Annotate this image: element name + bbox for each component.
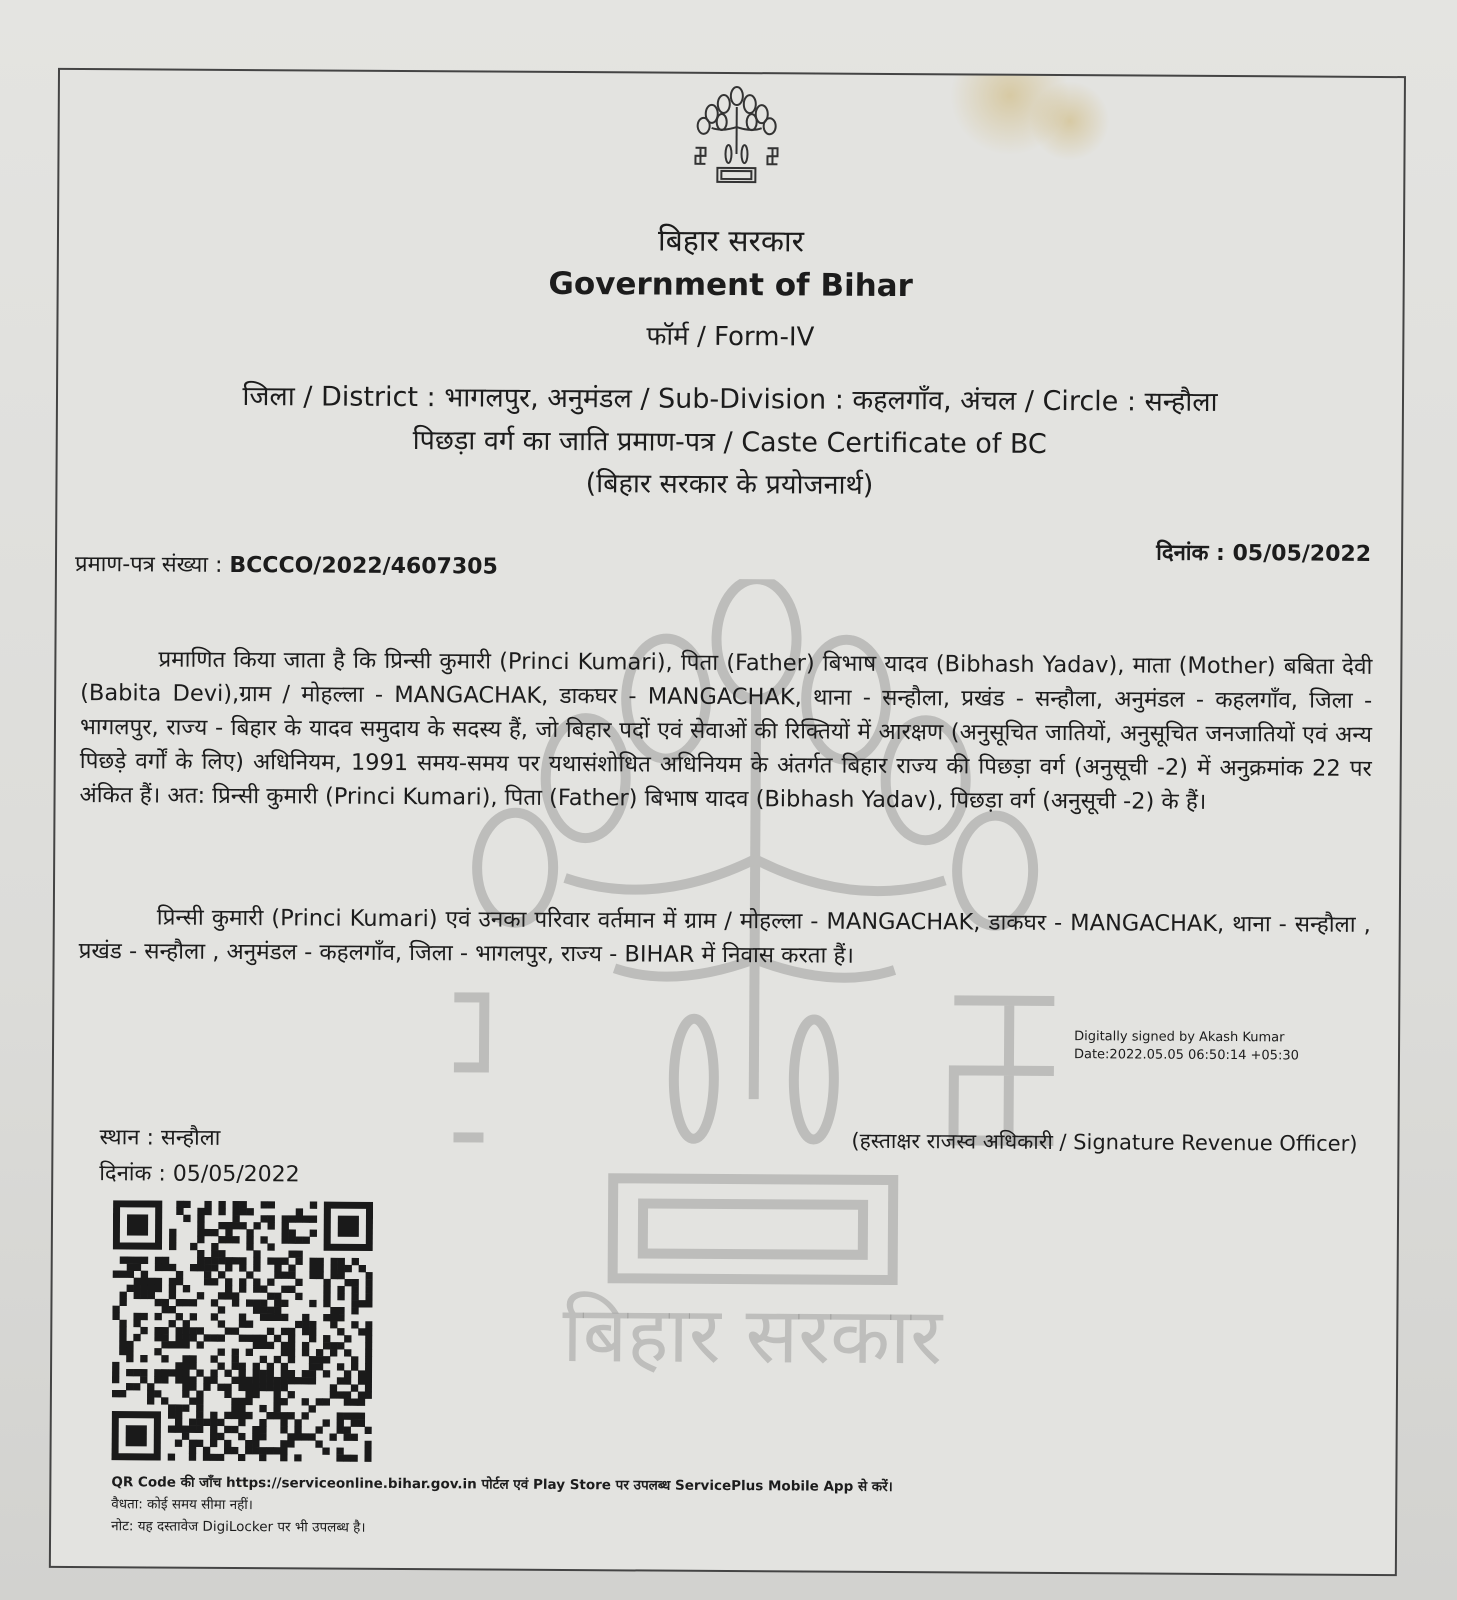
certificate-number xyxy=(75,548,498,581)
certificate-number-value: BCCCO/2022/4607305 xyxy=(229,552,498,580)
location-line: जिला / District : भागलपुर, अनुमंडल / Sub-Division : कहलगाँव, अंचल / Circle : सन्हौला xyxy=(242,381,1218,418)
digital-signature-date: Date:2022.05.05 06:50:14 +05:30 xyxy=(1073,1047,1299,1064)
digital-signature-name: Digitally signed by Akash Kumar xyxy=(1074,1029,1285,1046)
certification-paragraph: प्रमाणित किया जाता है कि प्रिन्सी कुमारी (Princi Kumari), पिता (Father) बिभाष यादव (Bibhash Yadav), माता (Mother) बबिता देवी (Babita Devi),ग्राम / मोहल्ला - MANGACHAK, डाकघर - MANGACHAK, थाना - सन्हौला, प्रखंड - सन्हौला, अनुमंडल - कहलगाँव, जिला - भागलपुर, राज्य - बिहार के यादव समुदाय के सदस्य हैं, जो बिहार पदों एवं सेवाओं की रिक्तियों में आरक्षण (अनुसूचित जातियों, अनुसूचित जनजातियों एवं अन्य पिछड़े वर्गों के लिए) अधिनियम, 1991 समय-समय पर यथासंशोधित अधिनियम के अंतर्गत बिहार राज्य की पिछड़ा वर्ग (अनुसूची -2) में अनुक्रमांक 22 पर अंकित हैं। अत: प्रिन्सी कुमारी (Princi Kumari), पिता (Father) बिभाष यादव (Bibhash Yadav), पिछड़ा वर्ग (अनुसूची -2) के हैं। xyxy=(79,646,1373,815)
place-date-block xyxy=(99,1120,300,1193)
issue-date: दिनांक : 05/05/2022 xyxy=(1156,540,1372,567)
certificate-sheet xyxy=(49,68,1406,1576)
watermark-text: बिहार सरकार xyxy=(562,1289,943,1383)
qr-verification-note: QR Code की जाँच https://serviceonline.bihar.gov.in पोर्टल एवं Play Store पर उपलब्ध ServicePlus Mobile App से करें। xyxy=(111,1474,893,1496)
digilocker-note: नोट: यह दस्तावेज DigiLocker पर भी उपलब्ध है। xyxy=(111,1518,366,1536)
english-title: Government of Bihar xyxy=(548,265,914,305)
purpose-line: (बिहार सरकार के प्रयोजनार्थ) xyxy=(585,468,874,501)
paper-stain xyxy=(1029,81,1109,161)
residence-paragraph: प्रिन्सी कुमारी (Princi Kumari) एवं उनका परिवार वर्तमान में ग्राम / मोहल्ला - MANGACHAK, डाकघर - MANGACHAK, थाना - सन्हौला , प्रखंड - सन्हौला , अनुमंडल - कहलगाँव, जिला - भागलपुर, राज्य - BIHAR में निवास करता हैं। xyxy=(78,904,1371,969)
form-number: फॉर्म / Form-IV xyxy=(646,321,815,353)
digital-signature xyxy=(1074,1028,1299,1065)
bihar-emblem-icon xyxy=(681,82,792,193)
qr-code-icon xyxy=(112,1200,374,1462)
certificate-number-label: प्रमाण-पत्र संख्या : xyxy=(74,551,230,578)
hindi-title: बिहार सरकार xyxy=(657,223,805,260)
signing-date: दिनांक : 05/05/2022 xyxy=(99,1161,300,1188)
officer-signature-label: (हस्ताक्षर राजस्व अधिकारी / Signature Revenue Officer) xyxy=(851,1128,1358,1156)
certificate-title: पिछड़ा वर्ग का जाति प्रमाण-पत्र / Caste Certificate of BC xyxy=(412,425,1047,460)
place-label: स्थान : सन्हौला xyxy=(99,1125,221,1151)
validity-note: वैधता: कोई समय सीमा नहीं। xyxy=(111,1496,253,1514)
